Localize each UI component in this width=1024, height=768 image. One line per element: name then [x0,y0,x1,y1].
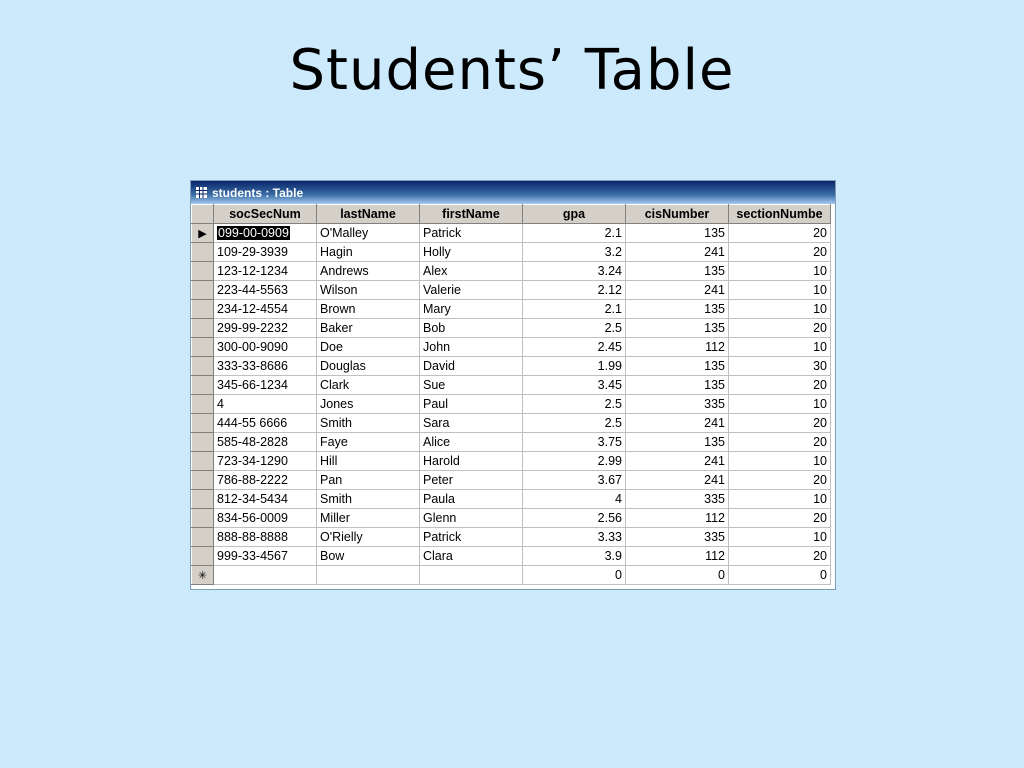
cell-value: Holly [423,245,451,259]
record-selector[interactable] [192,376,214,395]
cell-value: 20 [813,226,827,240]
record-selector[interactable] [192,338,214,357]
table-cell-firstName[interactable] [420,433,523,452]
table-cell-gpa[interactable] [523,547,626,566]
cell-value: 345-66-1234 [217,378,288,392]
table-cell-socSecNum[interactable] [214,338,317,357]
table-cell-firstName[interactable] [420,471,523,490]
cell-value: 834-56-0009 [217,511,288,525]
table-cell-cisNumber[interactable] [626,509,729,528]
cell-value: 812-34-5434 [217,492,288,506]
table-cell-lastName[interactable] [317,395,420,414]
table-cell-lastName[interactable] [317,338,420,357]
table-cell-lastName[interactable] [317,471,420,490]
table-cell-socSecNum[interactable] [214,566,317,585]
table-cell-socSecNum[interactable] [214,509,317,528]
table-cell-sectionNumbe[interactable] [729,395,831,414]
record-selector[interactable] [192,224,214,243]
cell-value: David [423,359,455,373]
cell-value: 0 [718,568,725,582]
record-selector[interactable] [192,471,214,490]
table-cell-firstName[interactable] [420,566,523,585]
table-row[interactable] [192,376,831,395]
table-cell-gpa[interactable] [523,566,626,585]
column-header-cisNumber[interactable]: cisNumber [626,205,729,224]
cell-value: 234-12-4554 [217,302,288,316]
cell-value: 2.12 [597,283,622,297]
cell-value: 2.1 [604,302,622,316]
cell-value: 786-88-2222 [217,473,288,487]
cell-value: 10 [813,283,827,297]
cell-value: 10 [813,454,827,468]
table-cell-socSecNum[interactable] [214,243,317,262]
cell-value: O'Rielly [320,530,363,544]
table-cell-socSecNum[interactable] [214,262,317,281]
table-cell-gpa[interactable] [523,376,626,395]
table-cell-sectionNumbe[interactable] [729,319,831,338]
table-cell-lastName[interactable] [317,566,420,585]
table-cell-socSecNum[interactable] [214,281,317,300]
table-cell-lastName[interactable] [317,376,420,395]
cell-value: 20 [813,435,827,449]
table-window[interactable] [191,181,835,589]
table-cell-sectionNumbe[interactable] [729,471,831,490]
table-cell-sectionNumbe[interactable] [729,376,831,395]
table-row[interactable] [192,357,831,376]
table-cell-socSecNum[interactable] [214,471,317,490]
cell-value: 135 [704,302,725,316]
column-header-firstName[interactable]: firstName [420,205,523,224]
cell-value: O'Malley [320,226,369,240]
cell-value: 3.67 [597,473,622,487]
table-row[interactable] [192,300,831,319]
table-cell-sectionNumbe[interactable] [729,338,831,357]
cell-value: 999-33-4567 [217,549,288,563]
table-cell-cisNumber[interactable] [626,452,729,471]
cell-value: 300-00-9090 [217,340,288,354]
column-header-gpa[interactable]: gpa [523,205,626,224]
cell-value: 112 [705,549,725,563]
table-cell-firstName[interactable] [420,338,523,357]
table-cell-socSecNum[interactable] [214,319,317,338]
cell-value: 30 [813,359,827,373]
table-cell-firstName[interactable] [420,395,523,414]
table-cell-lastName[interactable] [317,490,420,509]
table-cell-firstName[interactable] [420,414,523,433]
table-row[interactable] [192,433,831,452]
window-title: students : Table [212,185,304,200]
cell-value: 2.1 [604,226,622,240]
table-cell-lastName[interactable] [317,433,420,452]
table-cell-cisNumber[interactable] [626,224,729,243]
cell-value: 112 [705,511,725,525]
table-cell-cisNumber[interactable] [626,395,729,414]
cell-value: 2.5 [604,416,622,430]
table-cell-socSecNum[interactable] [214,490,317,509]
table-cell-socSecNum[interactable] [214,376,317,395]
table-cell-cisNumber[interactable] [626,414,729,433]
cell-value: Smith [320,416,352,430]
cell-value: 109-29-3939 [217,245,288,259]
table-cell-cisNumber[interactable] [626,528,729,547]
record-selector[interactable] [192,319,214,338]
table-cell-sectionNumbe[interactable] [729,490,831,509]
cell-value: 135 [704,435,725,449]
new-record-row[interactable] [192,566,831,585]
table-cell-cisNumber[interactable] [626,300,729,319]
record-selector[interactable] [192,547,214,566]
table-cell-gpa[interactable] [523,262,626,281]
record-selector[interactable] [192,566,214,585]
record-selector[interactable] [192,243,214,262]
table-cell-gpa[interactable] [523,395,626,414]
cell-value: Smith [320,492,352,506]
cell-value: 20 [813,549,827,563]
window-titlebar[interactable] [191,181,835,204]
table-cell-sectionNumbe[interactable] [729,414,831,433]
record-selector[interactable] [192,509,214,528]
cell-value: Hagin [320,245,353,259]
table-cell-lastName[interactable] [317,547,420,566]
table-body [192,224,831,585]
table-row[interactable] [192,509,831,528]
cell-value: 888-88-8888 [217,530,288,544]
cell-value: 0 [820,568,827,582]
cell-value: Paul [423,397,449,411]
cell-value: 135 [704,359,725,373]
table-cell-gpa[interactable] [523,319,626,338]
cell-value: Clara [423,549,453,563]
cell-value: 4 [615,492,622,506]
cell-value: Faye [320,435,348,449]
table-cell-lastName[interactable] [317,452,420,471]
table-cell-firstName[interactable] [420,262,523,281]
cell-value: 112 [705,340,725,354]
cell-value: 135 [704,321,725,335]
cell-value: 10 [813,302,827,316]
table-cell-lastName[interactable] [317,319,420,338]
table-cell-firstName[interactable] [420,281,523,300]
record-selector[interactable] [192,395,214,414]
table-cell-firstName[interactable] [420,547,523,566]
cell-value: 723-34-1290 [217,454,288,468]
cell-value: Brown [320,302,356,316]
cell-value: Glenn [423,511,457,525]
table-cell-sectionNumbe[interactable] [729,509,831,528]
cell-value: 335 [704,397,725,411]
cell-value: Alex [423,264,448,278]
table-cell-cisNumber[interactable] [626,433,729,452]
table-cell-sectionNumbe[interactable] [729,528,831,547]
table-cell-firstName[interactable] [420,224,523,243]
table-cell-gpa[interactable] [523,281,626,300]
cell-value: 3.45 [597,378,622,392]
table-cell-gpa[interactable] [523,300,626,319]
record-selector[interactable] [192,357,214,376]
table-cell-gpa[interactable] [523,224,626,243]
cell-value: 3.24 [597,264,622,278]
table-row[interactable] [192,281,831,300]
table-row[interactable] [192,414,831,433]
cell-value: 3.33 [597,530,622,544]
table-cell-gpa[interactable] [523,471,626,490]
column-header-lastName[interactable]: lastName [317,205,420,224]
cell-value: 241 [704,245,725,259]
table-cell-socSecNum[interactable] [214,452,317,471]
cell-value: 3.2 [604,245,622,259]
column-header-sectionNumber[interactable]: sectionNumbe [729,205,831,224]
table-cell-firstName[interactable] [420,490,523,509]
table-cell-sectionNumbe[interactable] [729,262,831,281]
cell-value: 241 [704,473,725,487]
cell-value: 223-44-5563 [217,283,288,297]
cell-value: 2.56 [597,511,622,525]
slide-title: Students’ Table [289,38,735,103]
cell-value: Miller [320,511,350,525]
table-icon [196,187,207,198]
table-row[interactable] [192,262,831,281]
table-cell-sectionNumbe[interactable] [729,433,831,452]
table-cell-gpa[interactable] [523,509,626,528]
table-cell-firstName[interactable] [420,376,523,395]
cell-value: Baker [320,321,353,335]
cell-value: Andrews [320,264,369,278]
table-cell-gpa[interactable] [523,490,626,509]
table-cell-socSecNum[interactable] [214,300,317,319]
cell-value: 2.5 [604,321,622,335]
table-cell-cisNumber[interactable] [626,281,729,300]
table-cell-lastName[interactable] [317,528,420,547]
table-row[interactable] [192,471,831,490]
cell-value: 3.75 [597,435,622,449]
current-record-arrow-icon: ▶ [198,227,207,240]
table-cell-gpa[interactable] [523,452,626,471]
cell-value: 444-55 6666 [217,416,288,430]
table-cell-socSecNum[interactable] [214,224,317,243]
cell-value: 10 [813,530,827,544]
cell-value: 333-33-8686 [217,359,288,373]
cell-value: Wilson [320,283,358,297]
table-cell-gpa[interactable] [523,338,626,357]
cell-value: 1.99 [597,359,622,373]
table-cell-socSecNum[interactable] [214,414,317,433]
table-cell-sectionNumbe[interactable] [729,547,831,566]
table-row[interactable] [192,490,831,509]
table-row[interactable] [192,547,831,566]
cell-value: Pan [320,473,343,487]
table-cell-socSecNum[interactable] [214,433,317,452]
cell-value: Mary [423,302,451,316]
table-cell-socSecNum[interactable] [214,395,317,414]
cell-value: 335 [704,530,725,544]
table-row[interactable] [192,395,831,414]
table-row[interactable] [192,528,831,547]
record-selector[interactable] [192,414,214,433]
cell-value: 20 [813,511,827,525]
cell-value: Patrick [423,226,462,240]
table-cell-gpa[interactable] [523,357,626,376]
table-cell-lastName[interactable] [317,243,420,262]
record-selector[interactable] [192,452,214,471]
table-cell-lastName[interactable] [317,509,420,528]
table-cell-socSecNum[interactable] [214,357,317,376]
record-selector[interactable] [192,281,214,300]
table-cell-lastName[interactable] [317,414,420,433]
table-cell-firstName[interactable] [420,528,523,547]
table-cell-sectionNumbe[interactable] [729,452,831,471]
cell-value: 099-00-0909 [218,226,289,240]
table-cell-cisNumber[interactable] [626,243,729,262]
table-cell-sectionNumbe[interactable] [729,224,831,243]
table-cell-cisNumber[interactable] [626,338,729,357]
cell-value: 335 [704,492,725,506]
cell-value: Sara [423,416,450,430]
cell-value: Paula [423,492,455,506]
cell-value: 3.9 [604,549,622,563]
table-cell-firstName[interactable] [420,319,523,338]
cell-value: 135 [704,378,725,392]
table-cell-lastName[interactable] [317,262,420,281]
table-row[interactable] [192,319,831,338]
table-cell-cisNumber[interactable] [626,490,729,509]
table-cell-firstName[interactable] [420,243,523,262]
cell-value: 241 [704,454,725,468]
table-cell-gpa[interactable] [523,433,626,452]
cell-value: 135 [704,226,725,240]
cell-value: 20 [813,321,827,335]
table-cell-lastName[interactable] [317,281,420,300]
record-selector[interactable] [192,528,214,547]
table-cell-cisNumber[interactable] [626,357,729,376]
cell-value: Patrick [423,530,462,544]
table-cell-firstName[interactable] [420,357,523,376]
cell-value: 135 [704,264,725,278]
record-selector[interactable] [192,262,214,281]
cell-value: John [423,340,451,354]
cell-value: 10 [813,397,827,411]
record-selector[interactable] [192,300,214,319]
cell-value: 123-12-1234 [217,264,288,278]
cell-value: 20 [813,416,827,430]
table-cell-gpa[interactable] [523,243,626,262]
cell-value: Valerie [423,283,461,297]
cell-value: Sue [423,378,446,392]
cell-value: 20 [813,378,827,392]
select-all-corner[interactable] [192,205,214,224]
cell-value: 20 [813,473,827,487]
table-row[interactable] [192,224,831,243]
table-cell-sectionNumbe[interactable] [729,281,831,300]
cell-value: 10 [813,492,827,506]
record-selector[interactable] [192,433,214,452]
cell-value: Jones [320,397,354,411]
table-cell-sectionNumbe[interactable] [729,566,831,585]
column-header-socSecNum[interactable]: socSecNum [214,205,317,224]
cell-value: Doe [320,340,343,354]
cell-value: 2.5 [604,397,622,411]
cell-value: Bob [423,321,446,335]
cell-value: 20 [813,245,827,259]
table-cell-cisNumber[interactable] [626,566,729,585]
table-cell-lastName[interactable] [317,357,420,376]
table-cell-socSecNum[interactable] [214,547,317,566]
table-cell-firstName[interactable] [420,509,523,528]
cell-value: 4 [217,397,224,411]
cell-value: Bow [320,549,345,563]
cell-value: Hill [320,454,338,468]
table-cell-sectionNumbe[interactable] [729,300,831,319]
table-cell-socSecNum[interactable] [214,528,317,547]
table-row[interactable] [192,338,831,357]
table-cell-sectionNumbe[interactable] [729,357,831,376]
table-cell-gpa[interactable] [523,528,626,547]
cell-value: 2.99 [597,454,622,468]
cell-value: 0 [615,568,622,582]
cell-value: Douglas [320,359,366,373]
table-cell-cisNumber[interactable] [626,262,729,281]
table-cell-lastName[interactable] [317,300,420,319]
cell-value: Clark [320,378,350,392]
header-row [192,205,831,224]
datasheet-grid[interactable] [191,204,831,585]
table-cell-cisNumber[interactable] [626,547,729,566]
cell-value: 10 [813,264,827,278]
cell-value: 241 [704,416,725,430]
cell-value: 585-48-2828 [217,435,288,449]
table-cell-lastName[interactable] [317,224,420,243]
table-cell-firstName[interactable] [420,300,523,319]
cell-value: 10 [813,340,827,354]
table-cell-cisNumber[interactable] [626,471,729,490]
table-cell-gpa[interactable] [523,414,626,433]
table-cell-sectionNumbe[interactable] [729,243,831,262]
record-selector[interactable] [192,490,214,509]
cell-value: Peter [423,473,453,487]
cell-value: Alice [423,435,451,449]
table-cell-cisNumber[interactable] [626,376,729,395]
table-cell-firstName[interactable] [420,452,523,471]
cell-value: 2.45 [597,340,622,354]
table-cell-cisNumber[interactable] [626,319,729,338]
table-row[interactable] [192,243,831,262]
new-record-asterisk-icon: ✳ [197,569,208,582]
cell-value: Harold [423,454,460,468]
cell-value: 241 [704,283,725,297]
cell-value: 299-99-2232 [217,321,288,335]
table-row[interactable] [192,452,831,471]
